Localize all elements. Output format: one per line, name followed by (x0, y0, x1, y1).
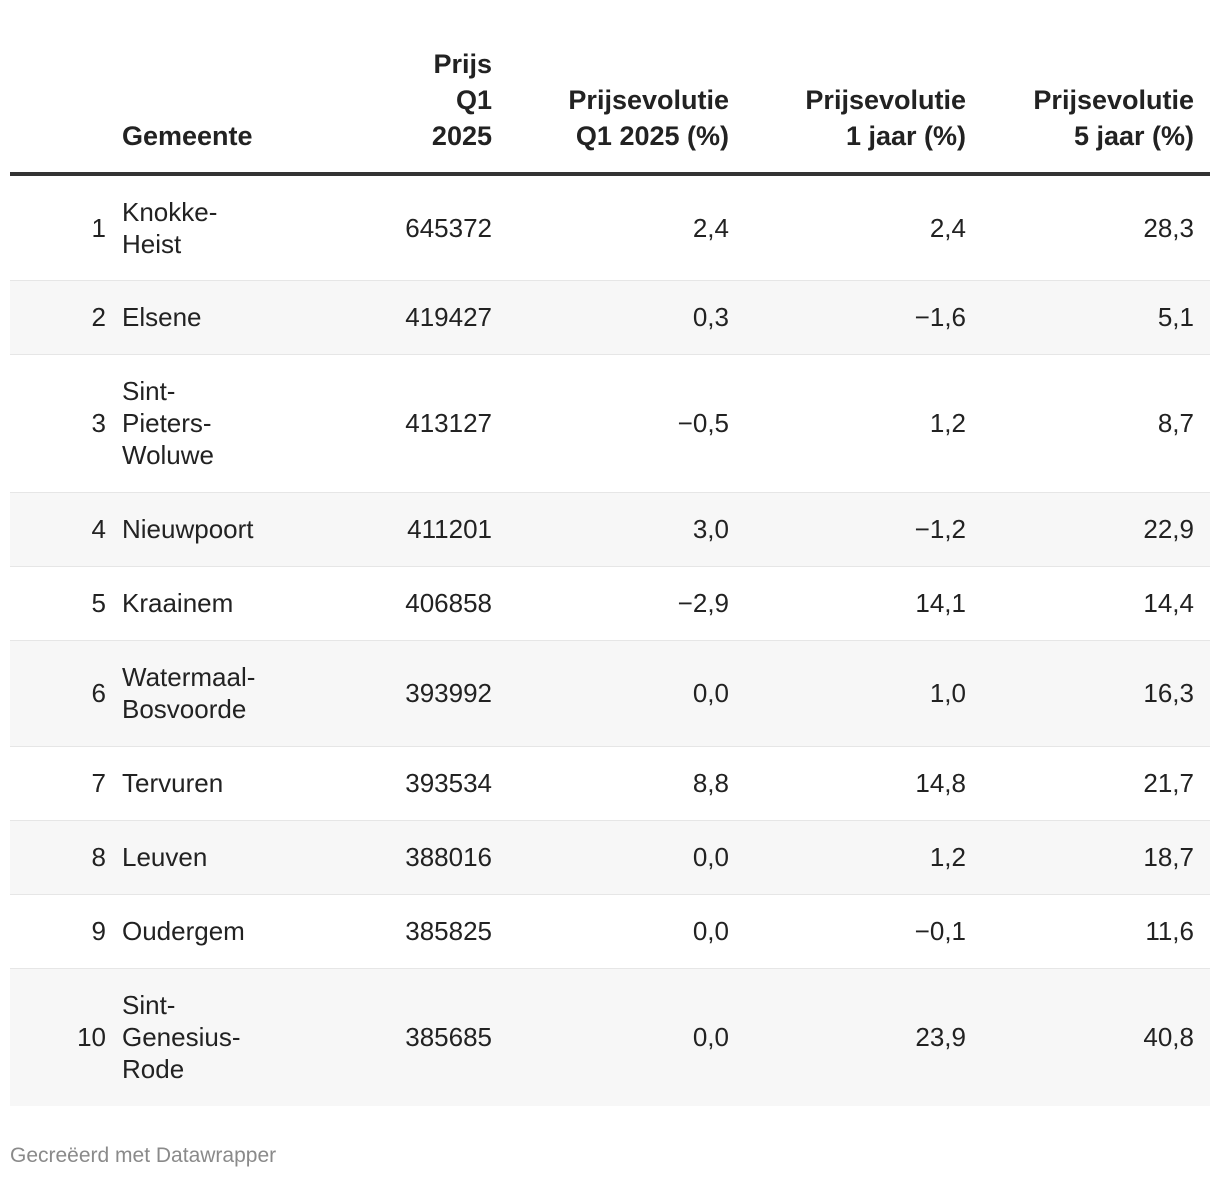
cell-gemeente (122, 280, 320, 354)
cell-evolutie-5-jaar: 22,9 (982, 492, 1210, 566)
gemeente-line: Heist (122, 228, 182, 259)
header-line: Prijsevolutie (568, 85, 729, 115)
cell-gemeente (122, 492, 320, 566)
data-table-container (10, 46, 1210, 1106)
cell-evolutie-5-jaar: 5,1 (982, 280, 1210, 354)
table-row (10, 174, 1210, 280)
cell-evolutie-1-jaar: −0,1 (745, 894, 982, 968)
cell-rank: 5 (10, 566, 122, 640)
table-row (10, 746, 1210, 820)
header-line: Prijsevolutie (1033, 85, 1194, 115)
cell-gemeente (122, 894, 320, 968)
cell-gemeente (122, 566, 320, 640)
cell-evolutie-1-jaar: −1,2 (745, 492, 982, 566)
table-row (10, 894, 1210, 968)
cell-rank: 7 (10, 746, 122, 820)
header-line: Prijsevolutie (805, 85, 966, 115)
gemeente-line: Oudergem (122, 916, 245, 946)
cell-rank: 4 (10, 492, 122, 566)
cell-rank: 1 (10, 174, 122, 280)
cell-evolutie-q1: 0,3 (508, 280, 745, 354)
cell-prijs: 393992 (320, 640, 508, 746)
gemeente-line: Knokke- (122, 196, 218, 227)
cell-evolutie-q1: 3,0 (508, 492, 745, 566)
cell-evolutie-q1: 0,0 (508, 968, 745, 1106)
table-row (10, 820, 1210, 894)
cell-evolutie-5-jaar: 40,8 (982, 968, 1210, 1106)
gemeente-line: Elsene (122, 302, 202, 332)
cell-rank: 10 (10, 968, 122, 1106)
cell-evolutie-q1: 0,0 (508, 640, 745, 746)
gemeente-line: Sint- (122, 990, 176, 1021)
datawrapper-credit: Gecreëerd met Datawrapper (10, 1144, 277, 1167)
data-table (10, 46, 1210, 1106)
cell-evolutie-1-jaar: 14,1 (745, 566, 982, 640)
header-line: Q1 (455, 85, 492, 115)
cell-rank: 2 (10, 280, 122, 354)
cell-evolutie-1-jaar: 1,0 (745, 640, 982, 746)
header-prijsevolutie-5-jaar (982, 46, 1210, 174)
gemeente-line: Bosvoorde (122, 694, 247, 724)
header-gemeente (122, 46, 320, 174)
cell-evolutie-5-jaar: 21,7 (982, 746, 1210, 820)
table-body (10, 174, 1210, 1106)
gemeente-line: Kraainem (122, 588, 234, 618)
header-line: Gemeente (122, 121, 253, 151)
table-row (10, 354, 1210, 492)
gemeente-line: Sint- (122, 376, 176, 406)
gemeente-line: Nieuwpoort (122, 514, 254, 544)
header-row (10, 46, 1210, 174)
cell-rank: 8 (10, 820, 122, 894)
cell-gemeente (122, 968, 320, 1106)
table-row (10, 492, 1210, 566)
cell-evolutie-5-jaar: 16,3 (982, 640, 1210, 746)
cell-prijs: 393534 (320, 746, 508, 820)
header-line: Prijs (433, 49, 492, 79)
header-line: 2025 (431, 121, 492, 151)
cell-gemeente (122, 174, 320, 280)
cell-gemeente (122, 746, 320, 820)
cell-evolutie-q1: −0,5 (508, 354, 745, 492)
cell-evolutie-1-jaar: 23,9 (745, 968, 982, 1106)
cell-evolutie-5-jaar: 8,7 (982, 354, 1210, 492)
cell-rank: 9 (10, 894, 122, 968)
cell-evolutie-5-jaar: 28,3 (982, 174, 1210, 280)
gemeente-line: Tervuren (122, 768, 224, 798)
cell-evolutie-1-jaar: 14,8 (745, 746, 982, 820)
cell-prijs: 406858 (320, 566, 508, 640)
cell-evolutie-1-jaar: 1,2 (745, 820, 982, 894)
cell-evolutie-q1: 8,8 (508, 746, 745, 820)
gemeente-line: Genesius- (122, 1022, 241, 1053)
header-line: Q1 2025 (%) (575, 121, 729, 151)
cell-gemeente (122, 820, 320, 894)
cell-evolutie-q1: 0,0 (508, 894, 745, 968)
gemeente-line: Pieters- (122, 408, 212, 438)
table-row (10, 968, 1210, 1106)
cell-rank: 6 (10, 640, 122, 746)
table-row (10, 640, 1210, 746)
cell-evolutie-5-jaar: 14,4 (982, 566, 1210, 640)
header-prijsevolutie-q1-2025 (508, 46, 745, 174)
cell-evolutie-5-jaar: 18,7 (982, 820, 1210, 894)
header-prijsevolutie-1-jaar (745, 46, 982, 174)
table-row (10, 280, 1210, 354)
cell-prijs: 411201 (320, 492, 508, 566)
gemeente-line: Rode (122, 1054, 185, 1085)
cell-prijs: 413127 (320, 354, 508, 492)
cell-evolutie-q1: 0,0 (508, 820, 745, 894)
cell-evolutie-1-jaar: −1,6 (745, 280, 982, 354)
cell-evolutie-q1: −2,9 (508, 566, 745, 640)
cell-gemeente (122, 354, 320, 492)
cell-evolutie-1-jaar: 2,4 (745, 174, 982, 280)
cell-gemeente (122, 640, 320, 746)
header-prijs-q1-2025 (320, 46, 508, 174)
cell-rank: 3 (10, 354, 122, 492)
table-row (10, 566, 1210, 640)
gemeente-line: Woluwe (122, 440, 215, 470)
gemeente-line: Leuven (122, 842, 208, 872)
cell-prijs: 419427 (320, 280, 508, 354)
cell-evolutie-1-jaar: 1,2 (745, 354, 982, 492)
cell-prijs: 645372 (320, 174, 508, 280)
cell-prijs: 388016 (320, 820, 508, 894)
cell-prijs: 385685 (320, 968, 508, 1106)
header-line: 1 jaar (%) (845, 121, 966, 151)
cell-evolutie-q1: 2,4 (508, 174, 745, 280)
cell-evolutie-5-jaar: 11,6 (982, 894, 1210, 968)
header-line: 5 jaar (%) (1073, 121, 1194, 151)
gemeente-line: Watermaal- (122, 662, 256, 692)
cell-prijs: 385825 (320, 894, 508, 968)
header-rank (10, 46, 122, 174)
table-header (10, 46, 1210, 174)
